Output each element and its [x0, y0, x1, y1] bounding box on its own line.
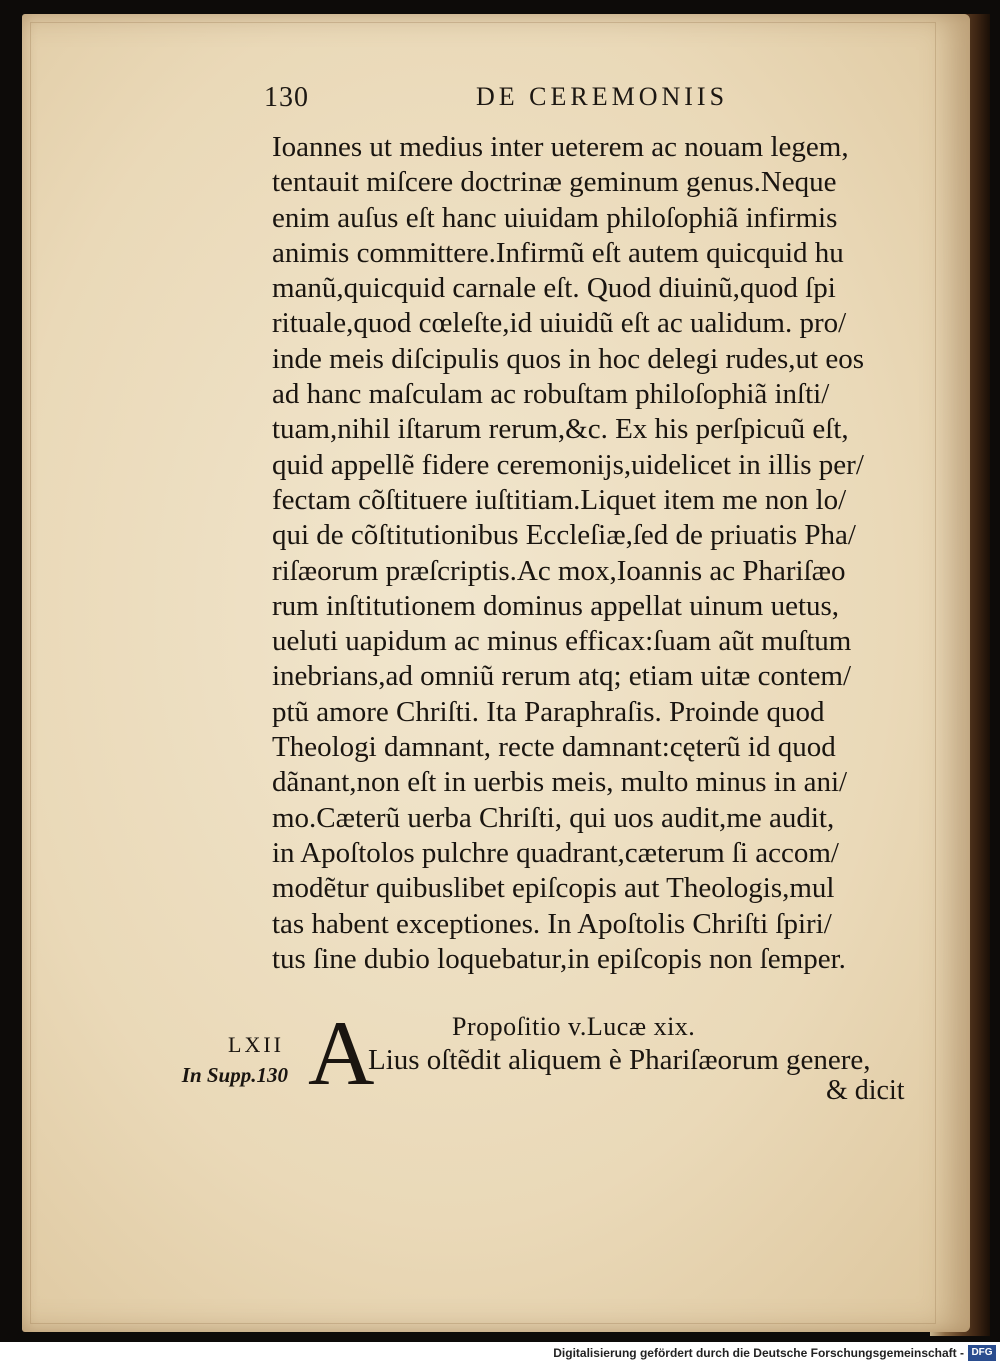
margin-reference: In Supp.130 [181, 1063, 288, 1087]
text-line: dãnant,non eſt in uerbis meis, multo minus in ani/ [272, 766, 848, 799]
text-line: rum inſtitutionem dominus appellat uinum uetus, [272, 589, 840, 622]
proposition-first-line: Lius oſtẽdit aliquem è Phariſæorum genere, [368, 1044, 871, 1076]
text-line: mo.Cæterũ uerba Chriſti, qui uos audit,me audit, [272, 801, 835, 834]
running-head [264, 82, 924, 122]
footer-bar [0, 1342, 1000, 1366]
text-line: manũ,quicquid carnale eſt. Quod diuinũ,quod ſpi [272, 272, 836, 305]
dfg-logo-icon: DFG [968, 1345, 996, 1361]
proposition-heading: Propoſitio v.Lucæ xix. [452, 1012, 696, 1041]
text-line: quid appellẽ fidere ceremoniјs,uidelicet in illis per/ [272, 448, 864, 481]
text-line: modẽtur quibuslibet epiſcopis aut Theologis,mul [272, 872, 835, 905]
text-line: fectam cõſtituere iuſtitiam.Liquet item me non lo/ [272, 483, 847, 516]
text-line: qui de cõſtitutionibus Eccleſiæ,ſed de priuatis Pha/ [272, 519, 856, 552]
marginal-notes [176, 1030, 296, 1090]
text-line: animis committere.Infirmũ eſt autem quicquid hu [272, 236, 844, 269]
text-line: ad hanc maſculam ac robuſtam philoſophiã inſti/ [272, 378, 830, 411]
text-line: tas habent exceptiones. In Apoſtolis Chriſti ſpiri/ [272, 907, 832, 940]
text-line: inde meis diſcipulis quos in hoc delegi rudes,ut eos [272, 342, 864, 375]
margin-numeral: LXII [228, 1032, 284, 1057]
text-line: ptũ amore Chriſti. Ita Paraphraſis. Proinde quod [272, 695, 825, 728]
catchword: & dicit [826, 1075, 905, 1106]
funding-credit: Digitalisierung gefördert durch die Deutsche Forschungsgemeinschaft - [553, 1346, 964, 1360]
body-text [272, 130, 932, 977]
text-line: rituale,quod cœleſte,id uiuidũ eſt ac ualidum. pro/ [272, 307, 847, 340]
running-title: DE CEREMONIIS [476, 82, 729, 111]
text-line: tus ſine dubio loquebatur,in epiſcopis non ſemper. [272, 942, 846, 975]
text-line: Theologi damnant, recte damnant:cęterũ id quod [272, 731, 836, 764]
text-line: inebrians,ad omniũ rerum atq; etiam uitæ contem/ [272, 660, 852, 693]
page-number: 130 [264, 82, 309, 113]
text-line: tentauit miſcere doctrinæ geminum genus.Neque [272, 166, 837, 199]
text-line: ueluti uapidum ac minus efficax:ſuam aũt muſtum [272, 625, 852, 658]
drop-cap: A [308, 1002, 375, 1104]
text-line: enim auſus eſt hanc uiuidam philoſophiã infirmis [272, 201, 838, 234]
text-line: tuam,nihil iſtarum rerum,&c. Ex his perſpicuũ eſt, [272, 413, 849, 446]
text-line: in Apoſtolos pulchre quadrant,cæterum ſi accom/ [272, 836, 839, 869]
text-line: riſæorum præſcriptis.Ac mox,Ioannis ac Phariſæo [272, 554, 846, 587]
text-line: Ioannes ut medius inter ueterem ac nouam legem, [272, 131, 849, 163]
